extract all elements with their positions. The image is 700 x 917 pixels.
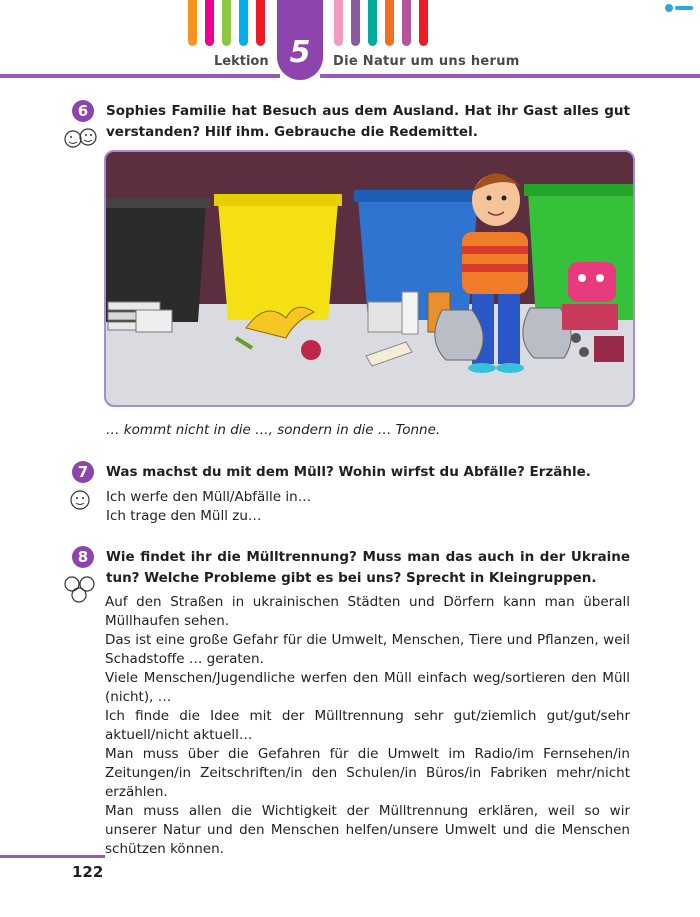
header-rule-right <box>320 74 700 78</box>
header-rule-left <box>0 74 280 78</box>
stripe <box>351 0 360 46</box>
footer-rule <box>0 855 105 858</box>
stripe <box>239 0 248 46</box>
exercise-8-badge: 8 <box>72 546 94 568</box>
exercise-7-instruction: Was machst du mit dem Müll? Wohin wirfst du Abfälle? Erzähle. <box>106 464 591 480</box>
paragraph: Man muss allen die Wichtigkeit der Mülltrennung erklären, weil so wir unserer Natur und den Menschen helfen/unsere Umwelt und die Menschen schützen können. <box>105 803 630 857</box>
lesson-topic: Die Natur um uns herum <box>333 54 520 69</box>
phrase-line: Ich werfe den Müll/Abfälle in… <box>106 489 312 505</box>
exercise-8-text <box>105 593 630 859</box>
lesson-number: 5 <box>289 35 311 70</box>
exercise-6-instruction: Sophies Familie hat Besuch aus dem Ausland. Hat ihr Gast alles gut verstanden? Hilf ihm. Gebrauche die Redemittel. <box>106 103 630 140</box>
stripe <box>222 0 231 46</box>
phrase-line: Ich trage den Müll zu… <box>106 508 262 524</box>
stripe <box>368 0 377 46</box>
stripe <box>205 0 214 46</box>
exercise-8-instruction: Wie findet ihr die Mülltrennung? Muss man das auch in der Ukraine tun? Welche Probleme gibt es bei uns? Sprecht in Kleingruppen. <box>106 549 630 586</box>
paragraph: Auf den Straßen in ukrainischen Städten und Dörfern kann man überall Müllhaufen sehen. <box>105 594 630 629</box>
lesson-label: Lektion <box>214 54 269 69</box>
paragraph: Viele Menschen/Jugendliche werfen den Müll einfach weg/sortieren den Müll (nicht), … <box>105 670 630 705</box>
group-work-icon <box>62 574 98 604</box>
exercise-7-phrases <box>106 488 311 526</box>
stripe <box>402 0 411 46</box>
stripe <box>188 0 197 46</box>
stripe <box>334 0 343 46</box>
page-number: 122 <box>72 863 104 881</box>
waste-bins-illustration <box>104 150 635 407</box>
paragraph: Das ist eine große Gefahr für die Umwelt, Menschen, Tiere und Pflanzen, weil Schadstoffe … geraten. <box>105 632 630 667</box>
stripe <box>385 0 394 46</box>
exercise-6-badge: 6 <box>72 100 94 122</box>
illustration-drawing <box>106 152 633 405</box>
lesson-number-tab <box>277 0 323 80</box>
paragraph: Man muss über die Gefahren für die Umwelt im Radio/im Fernsehen/in Zeitungen/in Zeitschriften/in den Schulen/in Büros/in Fabriken mehr/nicht erzählen. <box>105 746 630 800</box>
stripe <box>419 0 428 46</box>
stripe <box>256 0 265 46</box>
exercise-7-badge: 7 <box>72 461 94 483</box>
publisher-logo-icon <box>664 2 694 14</box>
single-work-icon <box>66 488 94 512</box>
paragraph: Ich finde die Idee mit der Mülltrennung sehr gut/ziemlich gut/gut/sehr aktuell/nicht aktuell… <box>105 708 630 743</box>
pair-work-icon <box>62 126 100 152</box>
exercise-6-caption: … kommt nicht in die …, sondern in die … Tonne. <box>106 422 441 438</box>
